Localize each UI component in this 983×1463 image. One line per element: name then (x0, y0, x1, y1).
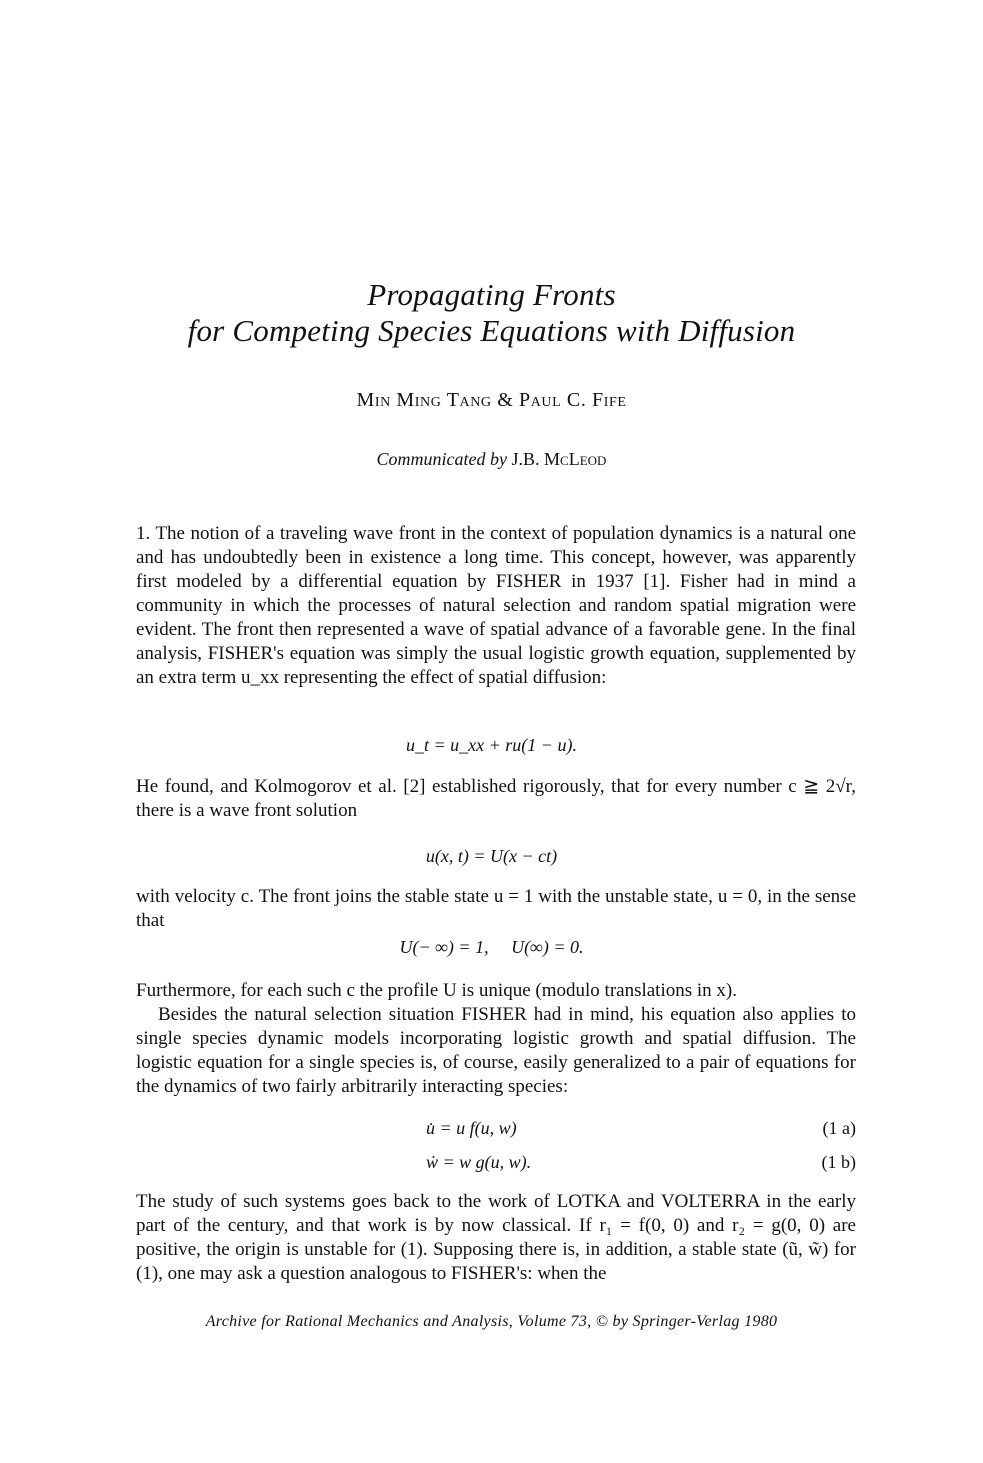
communicator-name: J.B. McLeod (511, 449, 607, 469)
equation-1b: ẇ = w g(u, w). (426, 1152, 532, 1172)
paragraph-4b: Besides the natural selection situation FISHER had in mind, his equation also applies to single species dynamic models incorporating logistic growth and spatial diffusion. The logistic equation for a single species is, of course, easily generalized to a pair of equations for the dynamics of two fairly arbitrarily interacting species: (136, 1004, 856, 1097)
paragraph-3-block (136, 885, 856, 933)
equation-1a-number: (1 a) (822, 1118, 856, 1138)
paragraph-4-block (136, 979, 856, 1099)
equation-wave-front: u(x, t) = U(x − ct) (425, 846, 558, 866)
paragraph-3: with velocity c. The front joins the stable state u = 1 with the unstable state, u = 0, in the sense that (136, 886, 856, 931)
communicated-by (0, 449, 983, 470)
paragraph-4a: Furthermore, for each such c the profile U is unique (modulo translations in x). (136, 980, 737, 1001)
authors: Min Ming Tang & Paul C. Fife (356, 389, 627, 411)
equation-1a: u̇ = u f(u, w) (426, 1118, 517, 1138)
title-line-2: for Competing Species Equations with Diffusion (187, 313, 796, 348)
paragraph-5-block (136, 1190, 856, 1286)
paragraph-2-block (136, 775, 856, 823)
communicated-label: Communicated by (376, 449, 508, 469)
equation-fisher: u_t = u_xx + ru(1 − u). (406, 735, 577, 755)
equation-1b-number: (1 b) (821, 1152, 856, 1172)
title-line-1: Propagating Fronts (367, 277, 616, 312)
paragraph-1: 1. The notion of a traveling wave front in the context of population dynamics is a natural one and has undoubtedly been in existence a long time. This concept, however, was apparently first modeled by a differential equation by FISHER in 1937 [1]. Fisher had in mind a community in which the processes of natural selection and random spatial migration were evident. The front then represented a wave of spatial advance of a favorable gene. In the final analysis, FISHER's equation was simply the usual logistic growth equation, supplemented by an extra term u_xx representing the effect of spatial diffusion: (136, 523, 856, 688)
journal-footer: Archive for Rational Mechanics and Analysis, Volume 73, © by Springer-Verlag 1980 (205, 1313, 778, 1330)
paragraph-1-block (136, 522, 856, 690)
equation-boundary: U(− ∞) = 1, U(∞) = 0. (399, 937, 584, 957)
paragraph-5: The study of such systems goes back to the work of LOTKA and VOLTERRA in the early part of the century, and that work is by now classical. If r₁ = f(0, 0) and r₂ = g(0, 0) are positive, the origin is unstable for (1). Supposing there is, in addition, a stable state (ũ, w̃) for (1), one may ask a question analogous to FISHER's: when the (136, 1191, 856, 1284)
paragraph-2: He found, and Kolmogorov et al. [2] established rigorously, that for every number c ≧ 2√r, there is a wave front solution (136, 776, 856, 821)
